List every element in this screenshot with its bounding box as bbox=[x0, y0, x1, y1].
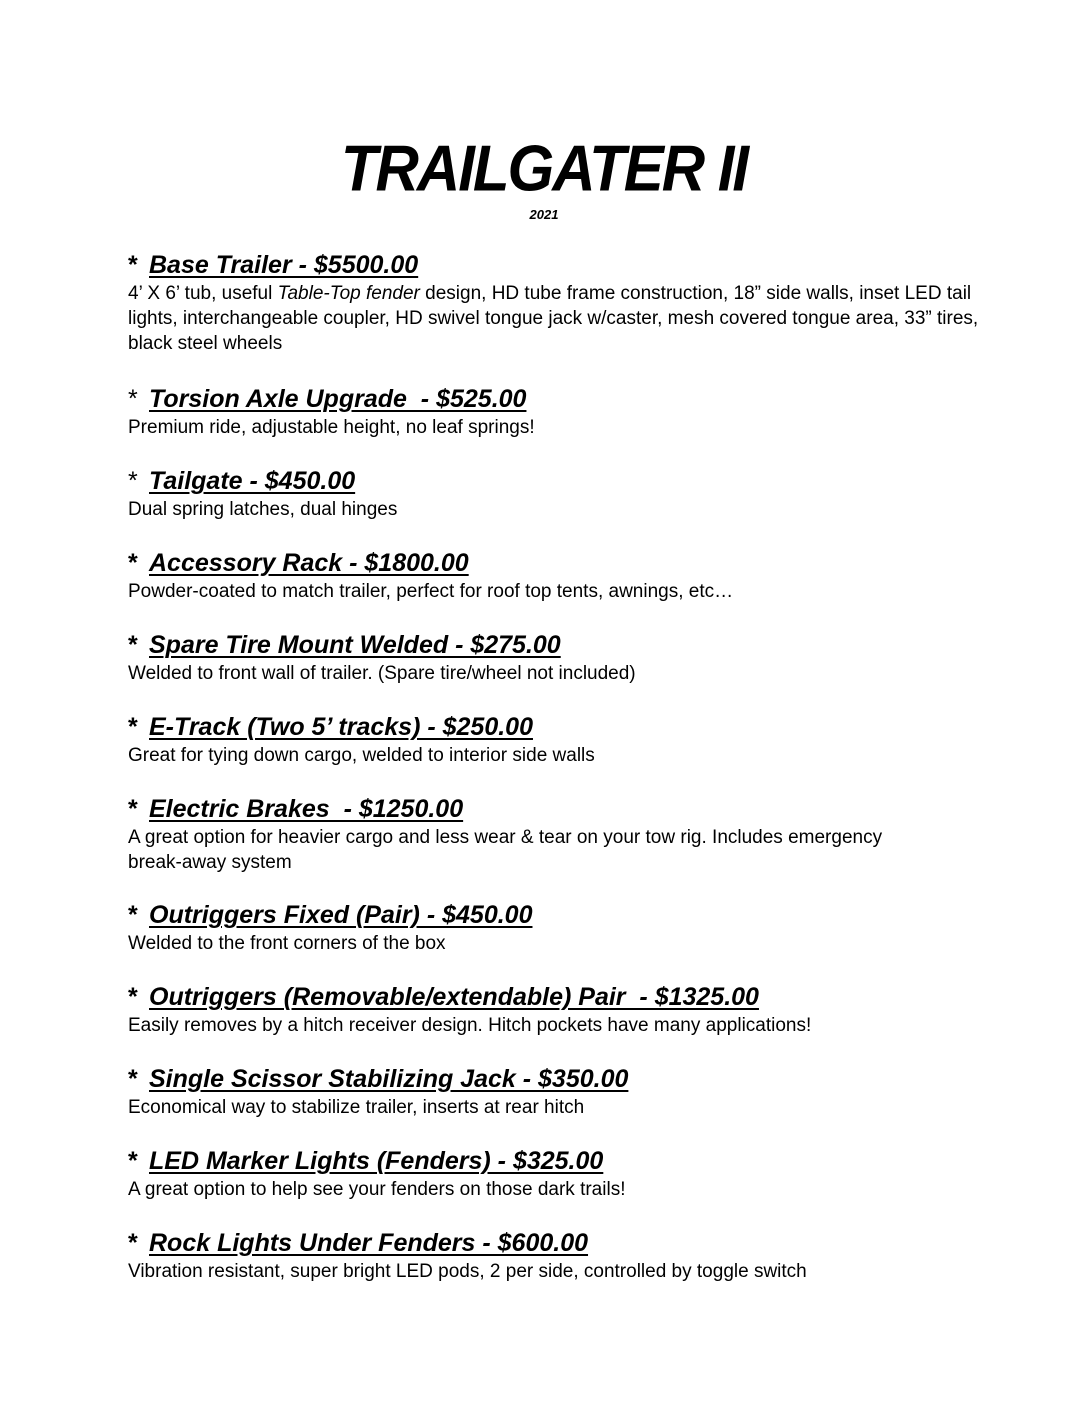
option-heading bbox=[128, 981, 988, 1013]
option-description: Vibration resistant, super bright LED pods, 2 per side, controlled by toggle switch bbox=[128, 1261, 807, 1282]
option-spare-tire-mount bbox=[128, 629, 988, 711]
bullet-marker: * bbox=[128, 1147, 138, 1175]
option-title: Rock Lights Under Fenders - $600.00 bbox=[149, 1229, 589, 1257]
option-title: Single Scissor Stabilizing Jack - $350.00 bbox=[149, 1065, 629, 1093]
option-heading bbox=[128, 1145, 988, 1177]
option-heading bbox=[128, 793, 988, 825]
option-outriggers-removable bbox=[128, 981, 988, 1063]
option-heading bbox=[128, 629, 988, 661]
bullet-marker: * bbox=[128, 1229, 138, 1257]
option-tailgate bbox=[128, 465, 988, 547]
option-description: Easily removes by a hitch receiver design. Hitch pockets have many applications! bbox=[128, 1015, 812, 1036]
option-description: Welded to front wall of trailer. (Spare tire/wheel not included) bbox=[128, 663, 636, 684]
option-electric-brakes bbox=[128, 793, 988, 899]
option-description: Great for tying down cargo, welded to interior side walls bbox=[128, 745, 595, 766]
bullet-marker: * bbox=[128, 1065, 138, 1093]
page-title: TRAILGATER II bbox=[340, 132, 748, 205]
option-title: LED Marker Lights (Fenders) - $325.00 bbox=[149, 1147, 604, 1175]
option-description: Powder-coated to match trailer, perfect for roof top tents, awnings, etc… bbox=[128, 581, 734, 602]
option-heading bbox=[128, 465, 988, 497]
option-title: Tailgate - $450.00 bbox=[149, 467, 356, 495]
option-description: A great option to help see your fenders on those dark trails! bbox=[128, 1179, 626, 1200]
option-title: Torsion Axle Upgrade - $525.00 bbox=[149, 385, 527, 413]
option-title: E-Track (Two 5’ tracks) - $250.00 bbox=[149, 713, 533, 741]
option-e-track bbox=[128, 711, 988, 793]
option-outriggers-fixed bbox=[128, 899, 988, 981]
option-scissor-jack bbox=[128, 1063, 988, 1145]
option-title: Electric Brakes - $1250.00 bbox=[149, 795, 464, 823]
option-description: Economical way to stabilize trailer, inserts at rear hitch bbox=[128, 1097, 585, 1118]
description-text-cont: design, HD tube frame construction, 18” side walls, inset LED tail lights, interchangeable coupler, HD swivel tongue jack w/caster, mesh covered tongue area, 33” tires, black steel wheels bbox=[128, 283, 979, 354]
option-description: Dual spring latches, dual hinges bbox=[128, 499, 398, 520]
option-title: Outriggers (Removable/extendable) Pair - $1325.00 bbox=[149, 983, 759, 1011]
bullet-marker: * bbox=[128, 713, 138, 741]
bullet-marker: * bbox=[128, 631, 138, 659]
option-rock-lights bbox=[128, 1227, 988, 1287]
option-heading bbox=[128, 1227, 988, 1259]
option-description: Welded to the front corners of the box bbox=[128, 933, 446, 954]
bullet-marker: * bbox=[128, 385, 138, 413]
option-led-marker-lights bbox=[128, 1145, 988, 1227]
option-description: Premium ride, adjustable height, no leaf springs! bbox=[128, 417, 535, 438]
option-heading bbox=[128, 711, 988, 743]
description-text: 4’ X 6’ tub, useful bbox=[128, 283, 278, 304]
page-year: 2021 bbox=[529, 207, 559, 222]
option-heading bbox=[128, 1063, 988, 1095]
option-heading bbox=[128, 547, 988, 579]
bullet-marker: * bbox=[128, 467, 138, 495]
option-description bbox=[128, 281, 988, 356]
option-torsion-axle bbox=[128, 383, 988, 465]
bullet-marker: * bbox=[128, 901, 138, 929]
bullet-marker: * bbox=[128, 795, 138, 823]
description-emphasis: Table-Top fender bbox=[277, 283, 420, 304]
bullet-marker: * bbox=[128, 549, 138, 577]
option-title: Outriggers Fixed (Pair) - $450.00 bbox=[149, 901, 533, 929]
bullet-marker: * bbox=[128, 983, 138, 1011]
option-list bbox=[128, 249, 988, 1287]
option-base-trailer bbox=[128, 249, 988, 383]
option-title: Spare Tire Mount Welded - $275.00 bbox=[149, 631, 561, 659]
option-accessory-rack bbox=[128, 547, 988, 629]
option-heading bbox=[128, 249, 988, 281]
option-heading bbox=[128, 383, 988, 415]
option-description: A great option for heavier cargo and less wear & tear on your tow rig. Includes emergency break-away system bbox=[128, 827, 883, 873]
bullet-marker: * bbox=[128, 251, 138, 279]
option-title: Base Trailer - $5500.00 bbox=[149, 251, 419, 279]
option-heading bbox=[128, 899, 988, 931]
option-title: Accessory Rack - $1800.00 bbox=[149, 549, 469, 577]
